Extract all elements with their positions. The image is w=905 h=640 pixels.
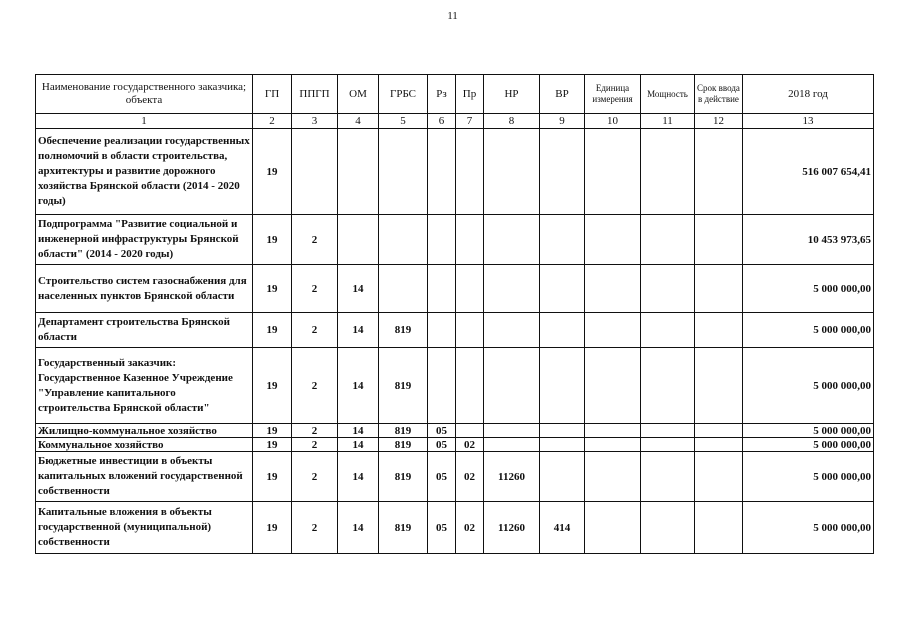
cell-om: 14 bbox=[338, 313, 379, 348]
cell-unit bbox=[585, 215, 641, 265]
cell-om: 14 bbox=[338, 348, 379, 424]
cell-grbs: 819 bbox=[379, 313, 428, 348]
cell-grbs: 819 bbox=[379, 502, 428, 554]
cell-pr bbox=[456, 265, 484, 313]
cell-gp: 19 bbox=[253, 424, 292, 438]
column-number: 6 bbox=[428, 114, 456, 129]
cell-term bbox=[695, 265, 743, 313]
cell-vr bbox=[540, 313, 585, 348]
cell-unit bbox=[585, 265, 641, 313]
cell-amount-2018: 5 000 000,00 bbox=[743, 424, 874, 438]
column-number: 8 bbox=[484, 114, 540, 129]
cell-rz bbox=[428, 129, 456, 215]
table-row bbox=[36, 215, 874, 265]
cell-grbs: 819 bbox=[379, 424, 428, 438]
column-header-nr: НР bbox=[484, 75, 540, 114]
cell-ppgp: 2 bbox=[292, 502, 338, 554]
column-header-grbs: ГРБС bbox=[379, 75, 428, 114]
column-number: 4 bbox=[338, 114, 379, 129]
cell-nr bbox=[484, 348, 540, 424]
cell-amount-2018: 5 000 000,00 bbox=[743, 313, 874, 348]
cell-amount-2018: 5 000 000,00 bbox=[743, 348, 874, 424]
cell-nr bbox=[484, 129, 540, 215]
cell-pr bbox=[456, 348, 484, 424]
cell-rz bbox=[428, 215, 456, 265]
cell-rz: 05 bbox=[428, 452, 456, 502]
cell-unit bbox=[585, 348, 641, 424]
cell-grbs bbox=[379, 215, 428, 265]
row-name: Бюджетные инвестиции в объекты капитальных вложений государственной собственности bbox=[36, 452, 253, 502]
row-name: Департамент строительства Брянской области bbox=[36, 313, 253, 348]
cell-ppgp: 2 bbox=[292, 313, 338, 348]
cell-pr bbox=[456, 424, 484, 438]
table-row bbox=[36, 265, 874, 313]
cell-grbs: 819 bbox=[379, 348, 428, 424]
cell-ppgp: 2 bbox=[292, 265, 338, 313]
cell-vr bbox=[540, 215, 585, 265]
cell-term bbox=[695, 452, 743, 502]
cell-rz bbox=[428, 348, 456, 424]
budget-table bbox=[35, 74, 874, 554]
cell-om bbox=[338, 129, 379, 215]
cell-om: 14 bbox=[338, 265, 379, 313]
cell-om: 14 bbox=[338, 452, 379, 502]
cell-rz bbox=[428, 313, 456, 348]
column-header-year-2018: 2018 год bbox=[743, 75, 874, 114]
cell-ppgp bbox=[292, 129, 338, 215]
cell-nr bbox=[484, 265, 540, 313]
header-row bbox=[36, 75, 874, 114]
cell-vr bbox=[540, 452, 585, 502]
cell-unit bbox=[585, 502, 641, 554]
cell-pr: 02 bbox=[456, 452, 484, 502]
cell-grbs bbox=[379, 265, 428, 313]
column-number: 2 bbox=[253, 114, 292, 129]
column-number-row bbox=[36, 114, 874, 129]
cell-power bbox=[641, 438, 695, 452]
table-row bbox=[36, 452, 874, 502]
cell-nr bbox=[484, 313, 540, 348]
cell-pr bbox=[456, 215, 484, 265]
page-number: 11 bbox=[447, 10, 458, 22]
cell-gp: 19 bbox=[253, 438, 292, 452]
cell-vr bbox=[540, 265, 585, 313]
table-row bbox=[36, 348, 874, 424]
row-name: Коммунальное хозяйство bbox=[36, 438, 253, 452]
cell-power bbox=[641, 215, 695, 265]
cell-term bbox=[695, 129, 743, 215]
column-header-gp: ГП bbox=[253, 75, 292, 114]
column-header-vr: ВР bbox=[540, 75, 585, 114]
cell-term bbox=[695, 424, 743, 438]
cell-power bbox=[641, 129, 695, 215]
column-number: 5 bbox=[379, 114, 428, 129]
cell-ppgp: 2 bbox=[292, 348, 338, 424]
column-number: 13 bbox=[743, 114, 874, 129]
cell-rz bbox=[428, 265, 456, 313]
cell-gp: 19 bbox=[253, 348, 292, 424]
cell-amount-2018: 5 000 000,00 bbox=[743, 438, 874, 452]
cell-pr: 02 bbox=[456, 502, 484, 554]
cell-vr bbox=[540, 424, 585, 438]
cell-unit bbox=[585, 424, 641, 438]
cell-nr: 11260 bbox=[484, 502, 540, 554]
column-header-pr: Пр bbox=[456, 75, 484, 114]
column-number: 7 bbox=[456, 114, 484, 129]
cell-amount-2018: 5 000 000,00 bbox=[743, 265, 874, 313]
column-number: 10 bbox=[585, 114, 641, 129]
cell-term bbox=[695, 348, 743, 424]
column-header-om: ОМ bbox=[338, 75, 379, 114]
cell-pr: 02 bbox=[456, 438, 484, 452]
table-row bbox=[36, 313, 874, 348]
column-number: 12 bbox=[695, 114, 743, 129]
column-header-ppgp: ППГП bbox=[292, 75, 338, 114]
cell-amount-2018: 5 000 000,00 bbox=[743, 452, 874, 502]
cell-unit bbox=[585, 452, 641, 502]
column-number: 9 bbox=[540, 114, 585, 129]
column-number: 1 bbox=[36, 114, 253, 129]
cell-om: 14 bbox=[338, 502, 379, 554]
column-header-name: Наименование государственного заказчика; объекта bbox=[36, 75, 253, 114]
cell-rz: 05 bbox=[428, 438, 456, 452]
cell-power bbox=[641, 424, 695, 438]
cell-om: 14 bbox=[338, 438, 379, 452]
column-header-rz: Рз bbox=[428, 75, 456, 114]
cell-vr bbox=[540, 438, 585, 452]
cell-amount-2018: 5 000 000,00 bbox=[743, 502, 874, 554]
row-name: Жилищно-коммунальное хозяйство bbox=[36, 424, 253, 438]
row-name: Государственный заказчик: Государственное Казенное Учреждение "Управление капитального строительства Брянской области" bbox=[36, 348, 253, 424]
cell-gp: 19 bbox=[253, 502, 292, 554]
column-number: 3 bbox=[292, 114, 338, 129]
row-name: Подпрограмма "Развитие социальной и инженерной инфраструктуры Брянской области" (2014 - 2020 годы) bbox=[36, 215, 253, 265]
cell-nr bbox=[484, 215, 540, 265]
cell-rz: 05 bbox=[428, 424, 456, 438]
cell-om: 14 bbox=[338, 424, 379, 438]
cell-unit bbox=[585, 438, 641, 452]
cell-gp: 19 bbox=[253, 452, 292, 502]
row-name: Строительство систем газоснабжения для населенных пунктов Брянской области bbox=[36, 265, 253, 313]
cell-power bbox=[641, 348, 695, 424]
cell-term bbox=[695, 502, 743, 554]
cell-om bbox=[338, 215, 379, 265]
cell-unit bbox=[585, 129, 641, 215]
cell-ppgp: 2 bbox=[292, 452, 338, 502]
cell-term bbox=[695, 313, 743, 348]
cell-pr bbox=[456, 313, 484, 348]
cell-power bbox=[641, 313, 695, 348]
cell-term bbox=[695, 438, 743, 452]
table-row bbox=[36, 129, 874, 215]
cell-ppgp: 2 bbox=[292, 424, 338, 438]
cell-amount-2018: 10 453 973,65 bbox=[743, 215, 874, 265]
row-name: Капитальные вложения в объекты государственной (муниципальной) собственности bbox=[36, 502, 253, 554]
column-header-power: Мощность bbox=[641, 75, 695, 114]
cell-grbs: 819 bbox=[379, 438, 428, 452]
cell-unit bbox=[585, 313, 641, 348]
cell-power bbox=[641, 452, 695, 502]
cell-term bbox=[695, 215, 743, 265]
cell-gp: 19 bbox=[253, 265, 292, 313]
cell-ppgp: 2 bbox=[292, 438, 338, 452]
row-name: Обеспечение реализации государственных полномочий в области строительства, архитектуры и развитие дорожного хозяйства Брянской области (2014 - 2020 годы) bbox=[36, 129, 253, 215]
cell-grbs: 819 bbox=[379, 452, 428, 502]
column-header-unit: Единица измерения bbox=[585, 75, 641, 114]
cell-amount-2018: 516 007 654,41 bbox=[743, 129, 874, 215]
cell-nr: 11260 bbox=[484, 452, 540, 502]
cell-pr bbox=[456, 129, 484, 215]
cell-power bbox=[641, 502, 695, 554]
cell-power bbox=[641, 265, 695, 313]
cell-ppgp: 2 bbox=[292, 215, 338, 265]
cell-nr bbox=[484, 424, 540, 438]
cell-grbs bbox=[379, 129, 428, 215]
cell-nr bbox=[484, 438, 540, 452]
cell-gp: 19 bbox=[253, 313, 292, 348]
cell-gp: 19 bbox=[253, 129, 292, 215]
cell-gp: 19 bbox=[253, 215, 292, 265]
cell-vr: 414 bbox=[540, 502, 585, 554]
table-row bbox=[36, 438, 874, 452]
column-header-term: Срок ввода в действие bbox=[695, 75, 743, 114]
cell-rz: 05 bbox=[428, 502, 456, 554]
cell-vr bbox=[540, 348, 585, 424]
cell-vr bbox=[540, 129, 585, 215]
column-number: 11 bbox=[641, 114, 695, 129]
table-row bbox=[36, 502, 874, 554]
table-row bbox=[36, 424, 874, 438]
